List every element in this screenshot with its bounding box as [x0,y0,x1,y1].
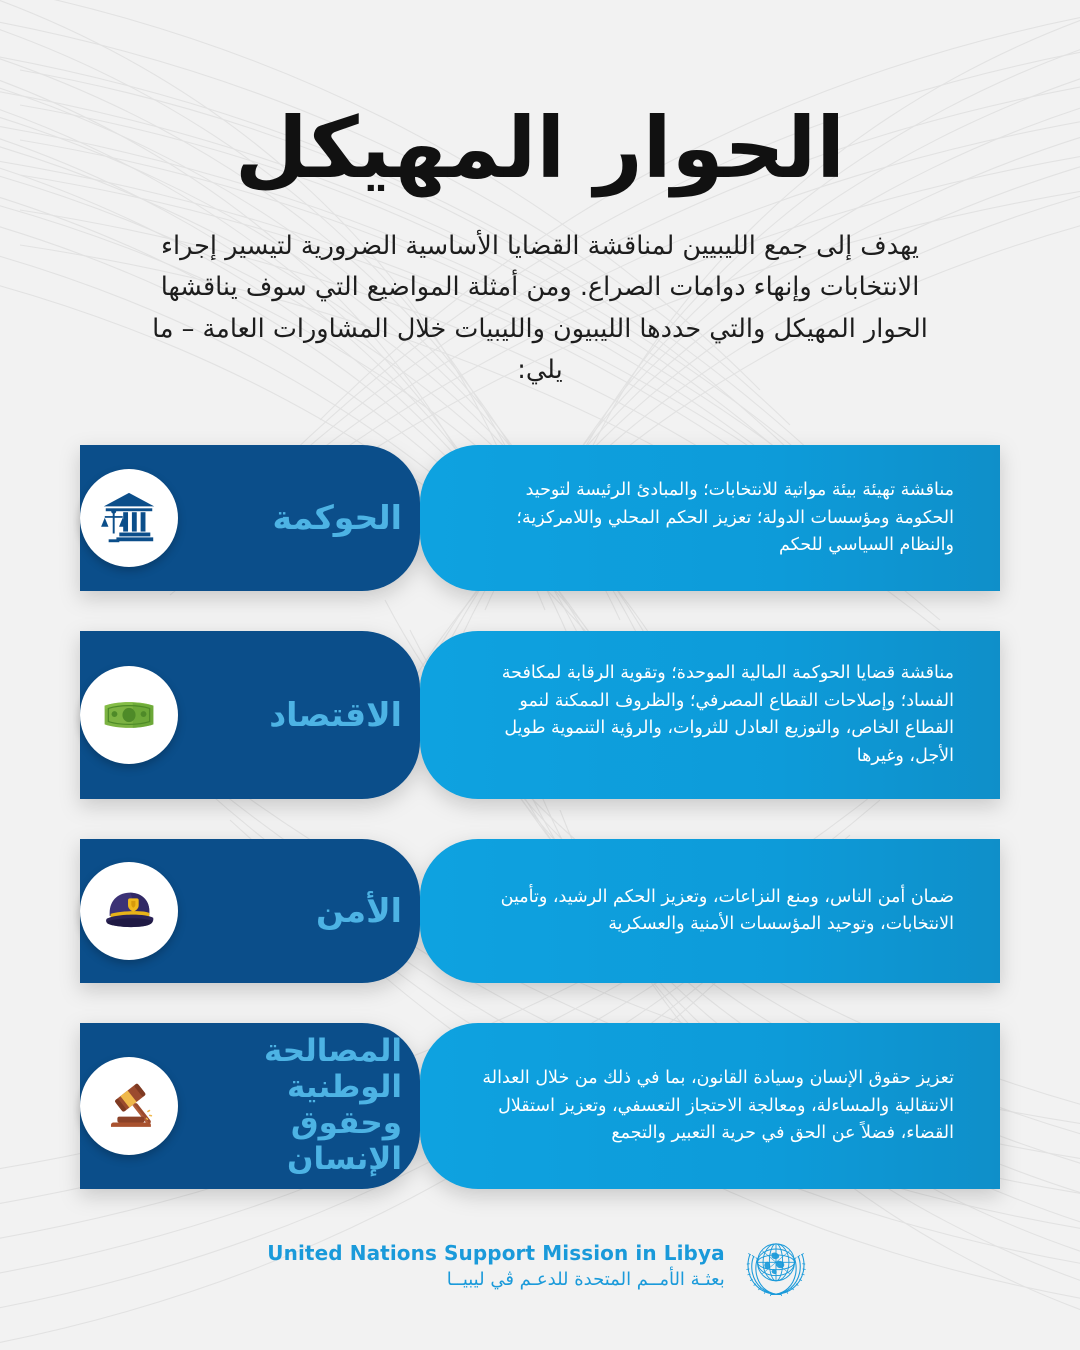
banknote-icon [80,666,178,764]
card-header-panel [80,839,420,983]
topic-card-reconciliation-human-rights[interactable] [80,1023,1000,1189]
un-name-english: United Nations Support Mission in Libya [267,1241,725,1266]
card-body-text: تعزيز حقوق الإنسان وسيادة القانون، بما في ذلك من خلال العدالة الانتقالية والمساءلة، ومعالجة الاحتجاز التعسفي، وتعزيز استقلال القضاء، فضلاً عن الحق في حرية التعبير والتجمع [482,1067,954,1144]
intro-paragraph: يهدف إلى جمع الليبيين لمناقشة القضايا الأساسية الضرورية لتيسير إجراء الانتخابات وإنهاء دوامات الصراع. ومن أمثلة المواضيع التي سوف يناقشها الحوار المهيكل والتي حددها الليبيون والليبيات خلال المشاورات العامة – ما يلي: [152,231,928,386]
card-header-panel [80,445,420,591]
footer-branding [0,1229,1080,1303]
card-body-text: ضمان أمن الناس، ومنع النزاعات، وتعزيز الحكم الرشيد، وتأمين الانتخابات، وتوحيد المؤسسات الأمنية والعسكرية [500,886,954,935]
card-title: الاقتصاد [269,695,402,735]
card-body-panel [420,1023,1000,1189]
card-body-panel [420,631,1000,799]
page-title: الحوار المهيكل [234,99,846,197]
topic-card-economy[interactable] [80,631,1000,799]
topic-card-list [0,445,1080,1189]
un-wordmark [267,1241,724,1291]
topic-card-security[interactable] [80,839,1000,983]
card-title: الحوكمة [272,498,402,538]
topic-card-governance[interactable] [80,445,1000,591]
card-header-panel [80,1023,420,1189]
card-title: المصالحة الوطنية وحقوق الإنسان [263,1033,402,1178]
courthouse-scales-icon [80,469,178,567]
header [0,0,1080,391]
card-body-panel [420,839,1000,983]
un-name-arabic: بعثـة الأمــم المتحدة للدعـم ﭬﻲ ليبيــا [446,1269,725,1291]
card-header-panel [80,631,420,799]
gavel-icon [80,1057,178,1155]
card-body-text: مناقشة قضايا الحوكمة المالية الموحدة؛ وتقوية الرقابة لمكافحة الفساد؛ وإصلاحات القطاع المصرفي؛ والظروف الممكنة لنمو القطاع الخاص، والتوزيع العادل للثروات، والرؤية التنموية طويل الأجل، وغيرها [501,663,954,767]
card-body-panel [420,445,1000,591]
card-title: الأمن [315,891,402,931]
card-body-text: مناقشة تهيئة بيئة مواتية للانتخابات؛ والمبادئ الرئيسة لتوحيد الحكومة ومؤسسات الدولة؛ تعزيز الحكم المحلي واللامركزية؛ والنظام السياسي للحكم [516,479,954,556]
un-emblem-icon [739,1229,813,1303]
police-cap-icon [80,862,178,960]
